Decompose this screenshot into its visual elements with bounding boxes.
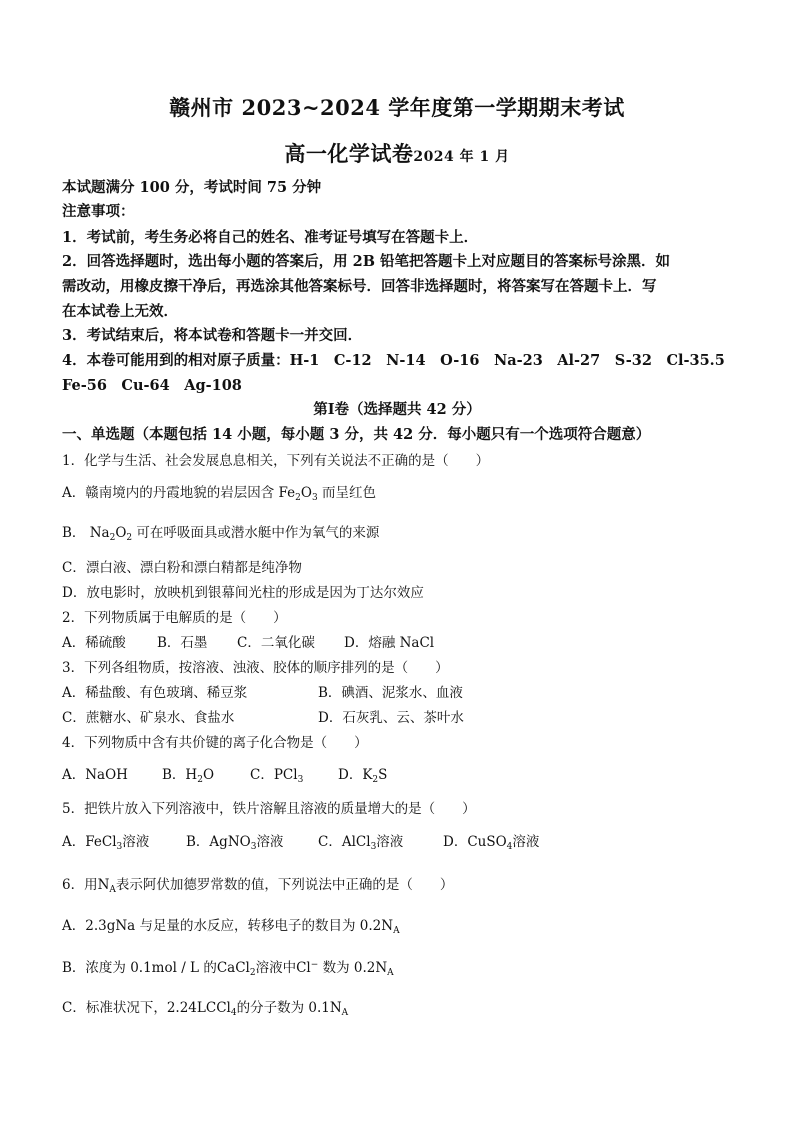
q3-option-d: D．石灰乳、云、茶叶水 <box>318 710 464 726</box>
note-1: 1．考试前，考生务必将自己的姓名、准考证号填写在答题卡上． <box>62 229 479 246</box>
q2-option-d: D．熔融 NaCl <box>344 635 435 651</box>
q4-stem: 4．下列物质中含有共价键的离子化合物是（ ） <box>62 735 368 751</box>
q4-option-c: C．PCl$_3$ <box>250 767 304 785</box>
note-3: 3．考试结束后，将本试卷和答题卡一并交回． <box>62 327 363 344</box>
subtitle-main: 高一化学试卷 <box>284 141 414 166</box>
subtitle-date: 2024 年 1 月 <box>413 149 510 165</box>
q2-stem: 2．下列物质属于电解质的是（ ） <box>62 610 287 626</box>
q6-option-c: C．标准状况下，2.24LCCl$_4$的分子数为 $0.1N_A$ <box>62 1000 349 1018</box>
q6-stem: 6．用$N_A$表示阿伏加德罗常数的值，下列说法中正确的是（ ） <box>62 877 454 895</box>
q1-option-c: C．漂白液、漂白粉和漂白精都是纯净物 <box>62 560 302 576</box>
q2-option-c: C．二氧化碳 <box>237 635 315 651</box>
q5-option-c: C．AlCl$_3$溶液 <box>318 834 404 852</box>
q5-option-d: D．CuSO$_4$溶液 <box>443 834 540 852</box>
exam-info: 本试题满分 100 分，考试时间 75 分钟 <box>62 179 322 196</box>
q1-option-a: A．赣南境内的丹霞地貌的岩层因含 $Fe_2O_3$ 而呈红色 <box>62 485 377 503</box>
exam-title: 赣州市 2023~2024 学年度第一学期期末考试 <box>169 95 625 120</box>
note-2-line-3: 在本试卷上无效． <box>62 303 178 320</box>
q6-option-a: A．2.3gNa 与足量的水反应，转移电子的数目为 $0.2N_A$ <box>62 918 400 936</box>
q5-option-b: B．AgNO$_3$溶液 <box>186 834 284 852</box>
q2-option-a: A．稀硫酸 <box>62 635 126 651</box>
note-2-line-2: 需改动，用橡皮擦干净后，再选涂其他答案标号．回答非选择题时，将答案写在答题卡上．写 <box>62 278 657 295</box>
notes-heading: 注意事项： <box>62 203 135 220</box>
q4-option-a: A．NaOH <box>62 767 128 783</box>
q1-option-d: D．放电影时，放映机到银幕间光柱的形成是因为丁达尔效应 <box>62 585 424 601</box>
part-heading: 第Ⅰ卷（选择题共 42 分） <box>313 401 481 418</box>
note-4-line-1: 4．本卷可能用到的相对原子质量：H-1 C-12 N-14 O-16 Na-23 Al-27 S-32 Cl-35.5 <box>62 352 725 369</box>
q2-option-b: B．石墨 <box>157 635 208 651</box>
q3-option-a: A．稀盐酸、有色玻璃、稀豆浆 <box>62 685 248 701</box>
q5-stem: 5．把铁片放入下列溶液中，铁片溶解且溶液的质量增大的是（ ） <box>62 801 476 817</box>
q1-option-b: B． $Na_2O_2$ 可在呼吸面具或潜水艇中作为氧气的来源 <box>62 525 380 543</box>
note-4-line-2: Fe-56 Cu-64 Ag-108 <box>62 377 242 394</box>
q4-option-b: B．$H_2O$ <box>162 767 215 785</box>
q3-stem: 3．下列各组物质，按溶液、浊液、胶体的顺序排列的是（ ） <box>62 660 449 676</box>
q5-option-a: A．FeCl$_3$溶液 <box>62 834 150 852</box>
note-2-line-1: 2．回答选择题时，选出每小题的答案后，用 2B 铅笔把答题卡上对应题目的答案标号涂黑．如 <box>62 253 671 270</box>
section-heading: 一、单选题（本题包括 14 小题，每小题 3 分，共 42 分．每小题只有一个选项符合题意） <box>62 426 651 443</box>
q1-stem: 1．化学与生活、社会发展息息相关，下列有关说法不正确的是（ ） <box>62 453 490 469</box>
q3-option-c: C．蔗糖水、矿泉水、食盐水 <box>62 710 235 726</box>
q3-option-b: B．碘酒、泥浆水、血液 <box>318 685 463 701</box>
q6-option-b: B．浓度为 0.1mol / L 的CaCl$_2$溶液中Cl− 数为 $0.2N_A$ <box>62 960 394 978</box>
exam-subtitle <box>0 138 794 168</box>
q4-option-d: D．$K_2S$ <box>338 767 388 785</box>
